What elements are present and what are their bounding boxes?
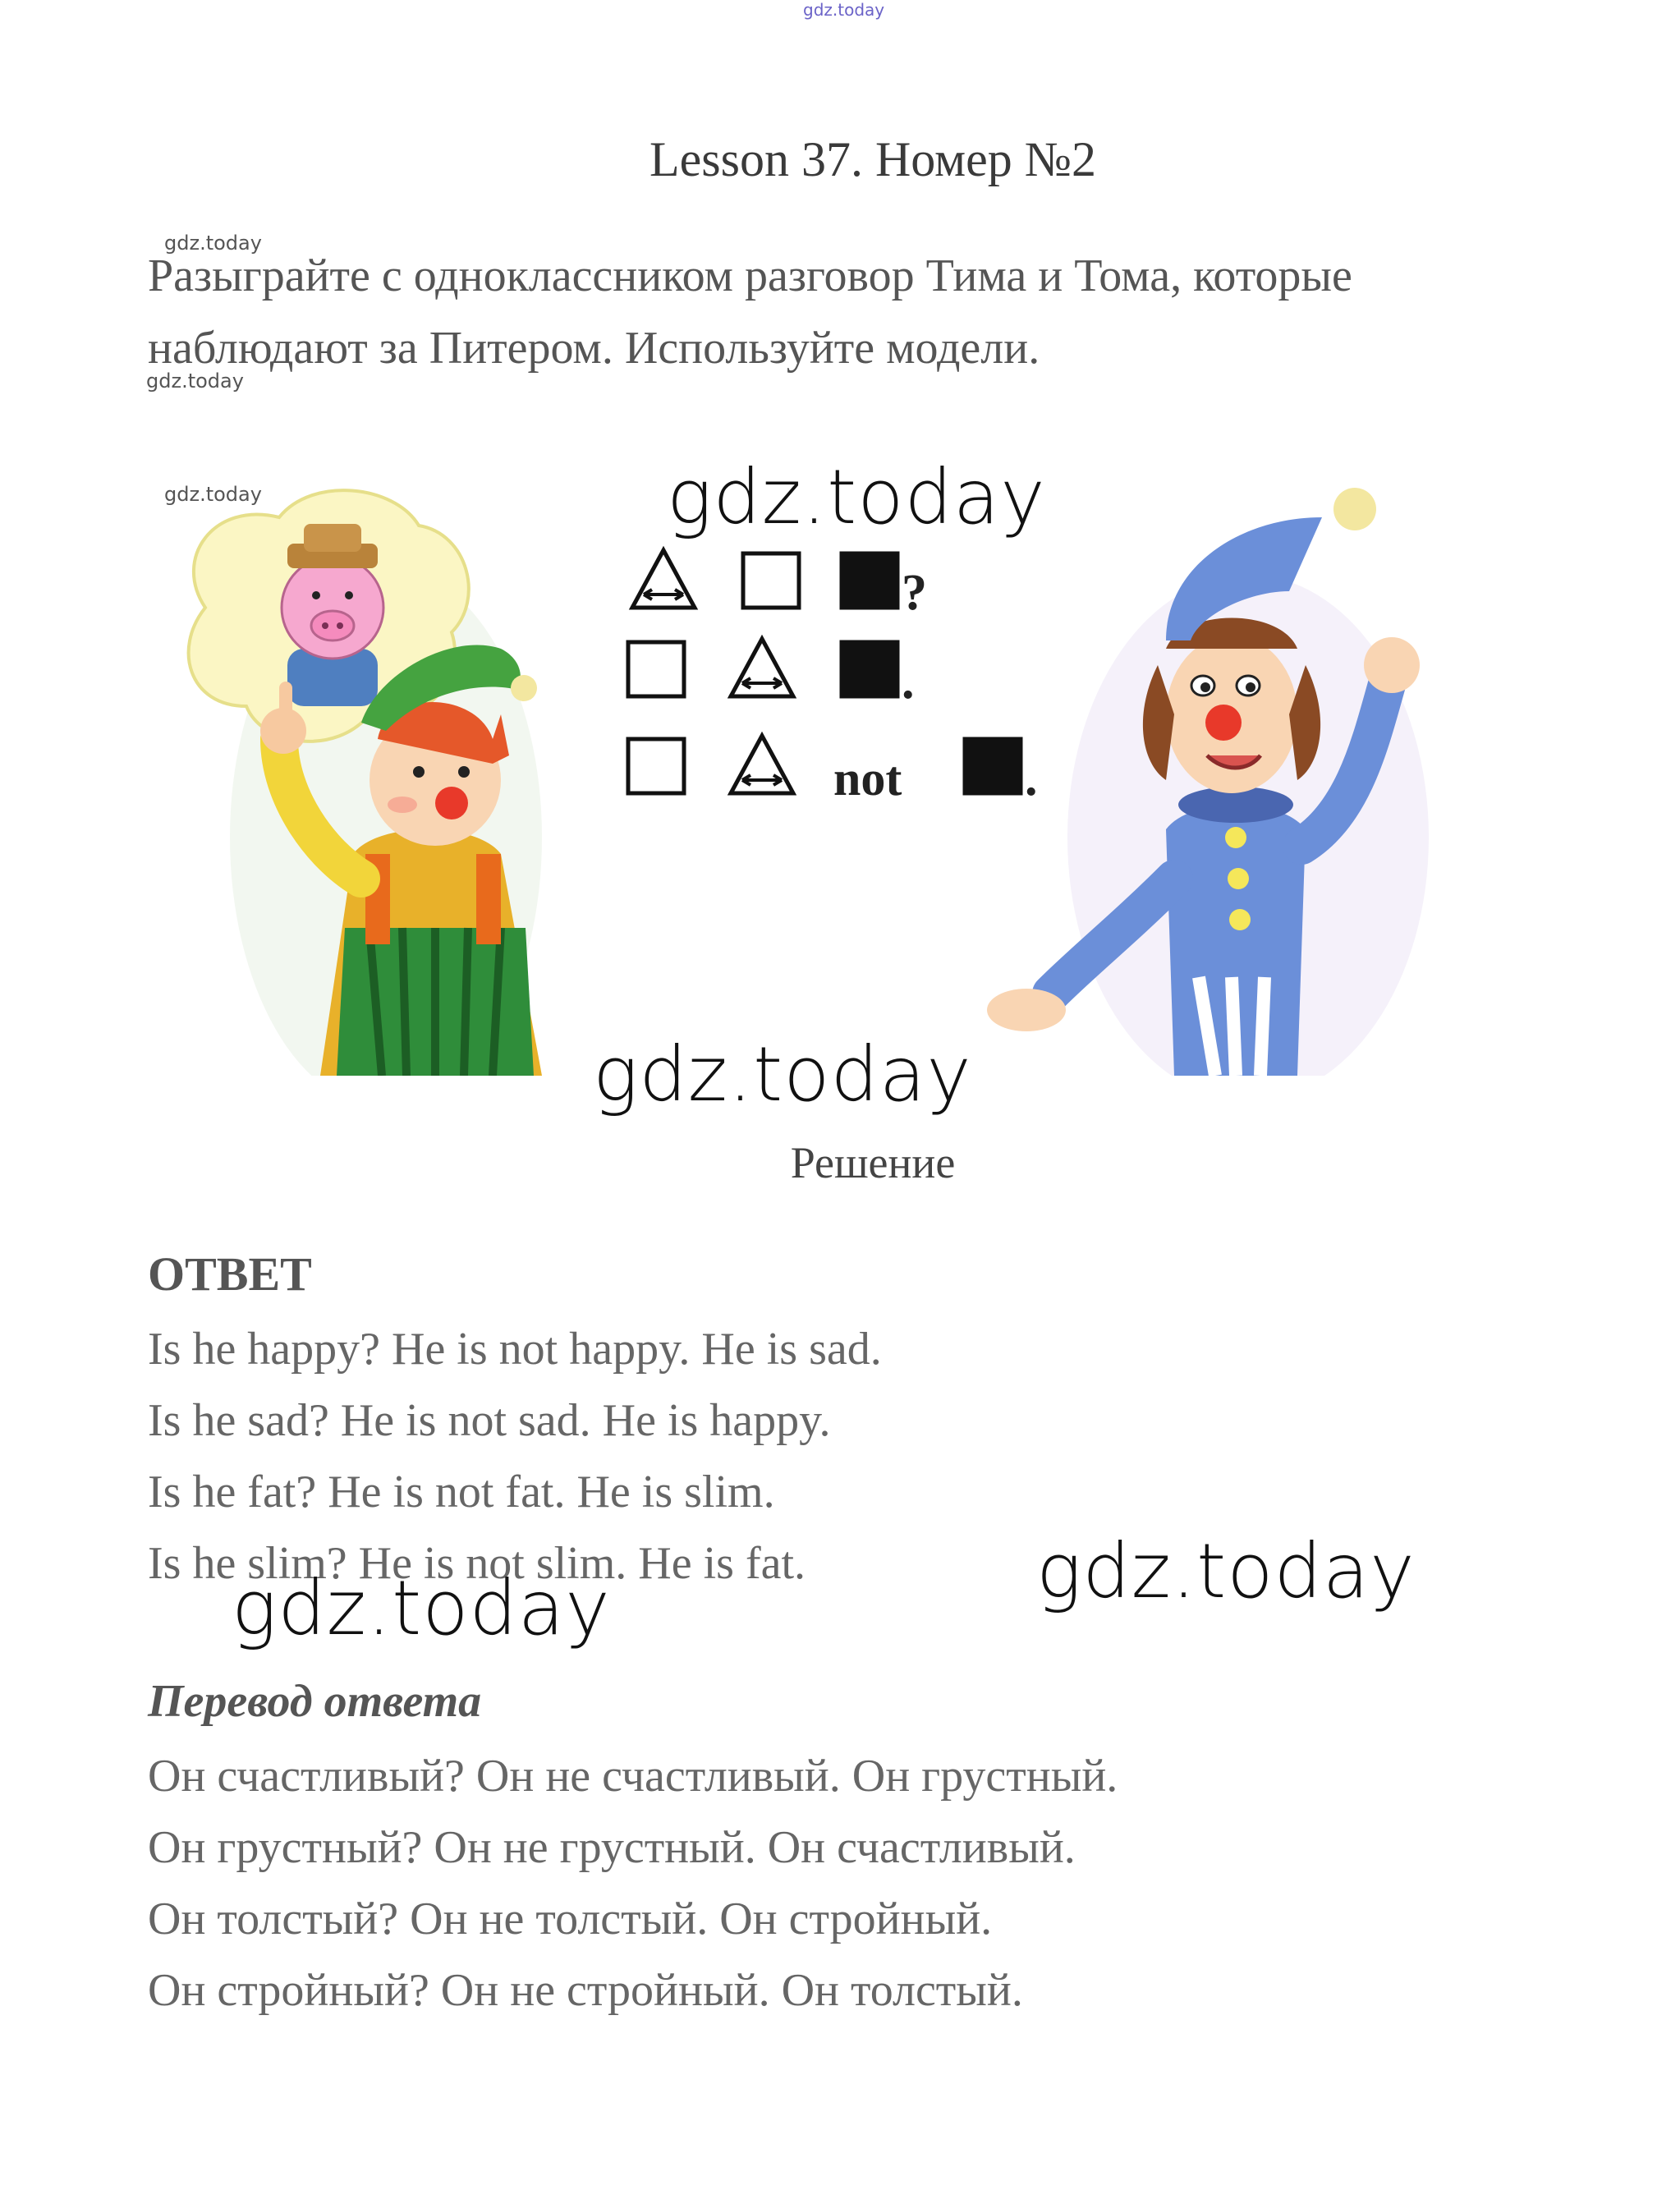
- big-watermark: gdz.today: [232, 1564, 611, 1652]
- model-row-3: [628, 736, 1021, 793]
- translation-line: Он счастливый? Он не счастливый. Он грустный.: [148, 1751, 1118, 1802]
- answer-heading: ОТВЕТ: [148, 1247, 312, 1301]
- page-title: Lesson 37. Номер №2: [649, 132, 1096, 186]
- answer-lines: [148, 1314, 882, 1600]
- top-watermark: gdz.today: [803, 0, 885, 20]
- translation-heading: Перевод ответа: [148, 1676, 482, 1727]
- translation-lines: [148, 1741, 1118, 2027]
- model-row-1: [632, 550, 897, 608]
- tim-character: [189, 490, 542, 1076]
- big-watermark: gdz.today: [593, 1031, 972, 1118]
- big-watermark: gdz.today: [667, 453, 1046, 541]
- model-period-1: .: [902, 654, 915, 709]
- translation-line: Он толстый? Он не толстый. Он стройный.: [148, 1894, 993, 1944]
- model-row-2: [628, 639, 897, 696]
- model-period-2: .: [1025, 751, 1038, 806]
- translation-line: Он стройный? Он не стройный. Он толстый.: [148, 1965, 1023, 2016]
- small-watermark: gdz.today: [146, 370, 244, 393]
- task-line-1: Разыграйте с одноклассником разговор Тима и Тома, которые: [148, 250, 1352, 301]
- small-watermark: gdz.today: [164, 483, 262, 506]
- task-text: [148, 240, 1560, 384]
- solution-label: Решение: [790, 1138, 956, 1187]
- answer-line: Is he slim? He is not slim. He is fat.: [148, 1538, 806, 1589]
- tom-character: [987, 488, 1429, 1076]
- small-watermark: gdz.today: [164, 232, 262, 255]
- model-question-mark: ?: [902, 565, 927, 621]
- answer-line: Is he fat? He is not fat. He is slim.: [148, 1467, 775, 1517]
- big-watermark: gdz.today: [1036, 1527, 1416, 1615]
- task-line-2: наблюдают за Питером. Используйте модели.: [148, 323, 1040, 374]
- translation-line: Он грустный? Он не грустный. Он счастливый.: [148, 1822, 1076, 1873]
- answer-line: Is he sad? He is not sad. He is happy.: [148, 1395, 831, 1446]
- answer-line: Is he happy? He is not happy. He is sad.: [148, 1324, 882, 1375]
- illustration: [156, 468, 1453, 1076]
- model-not-word: not: [833, 751, 902, 806]
